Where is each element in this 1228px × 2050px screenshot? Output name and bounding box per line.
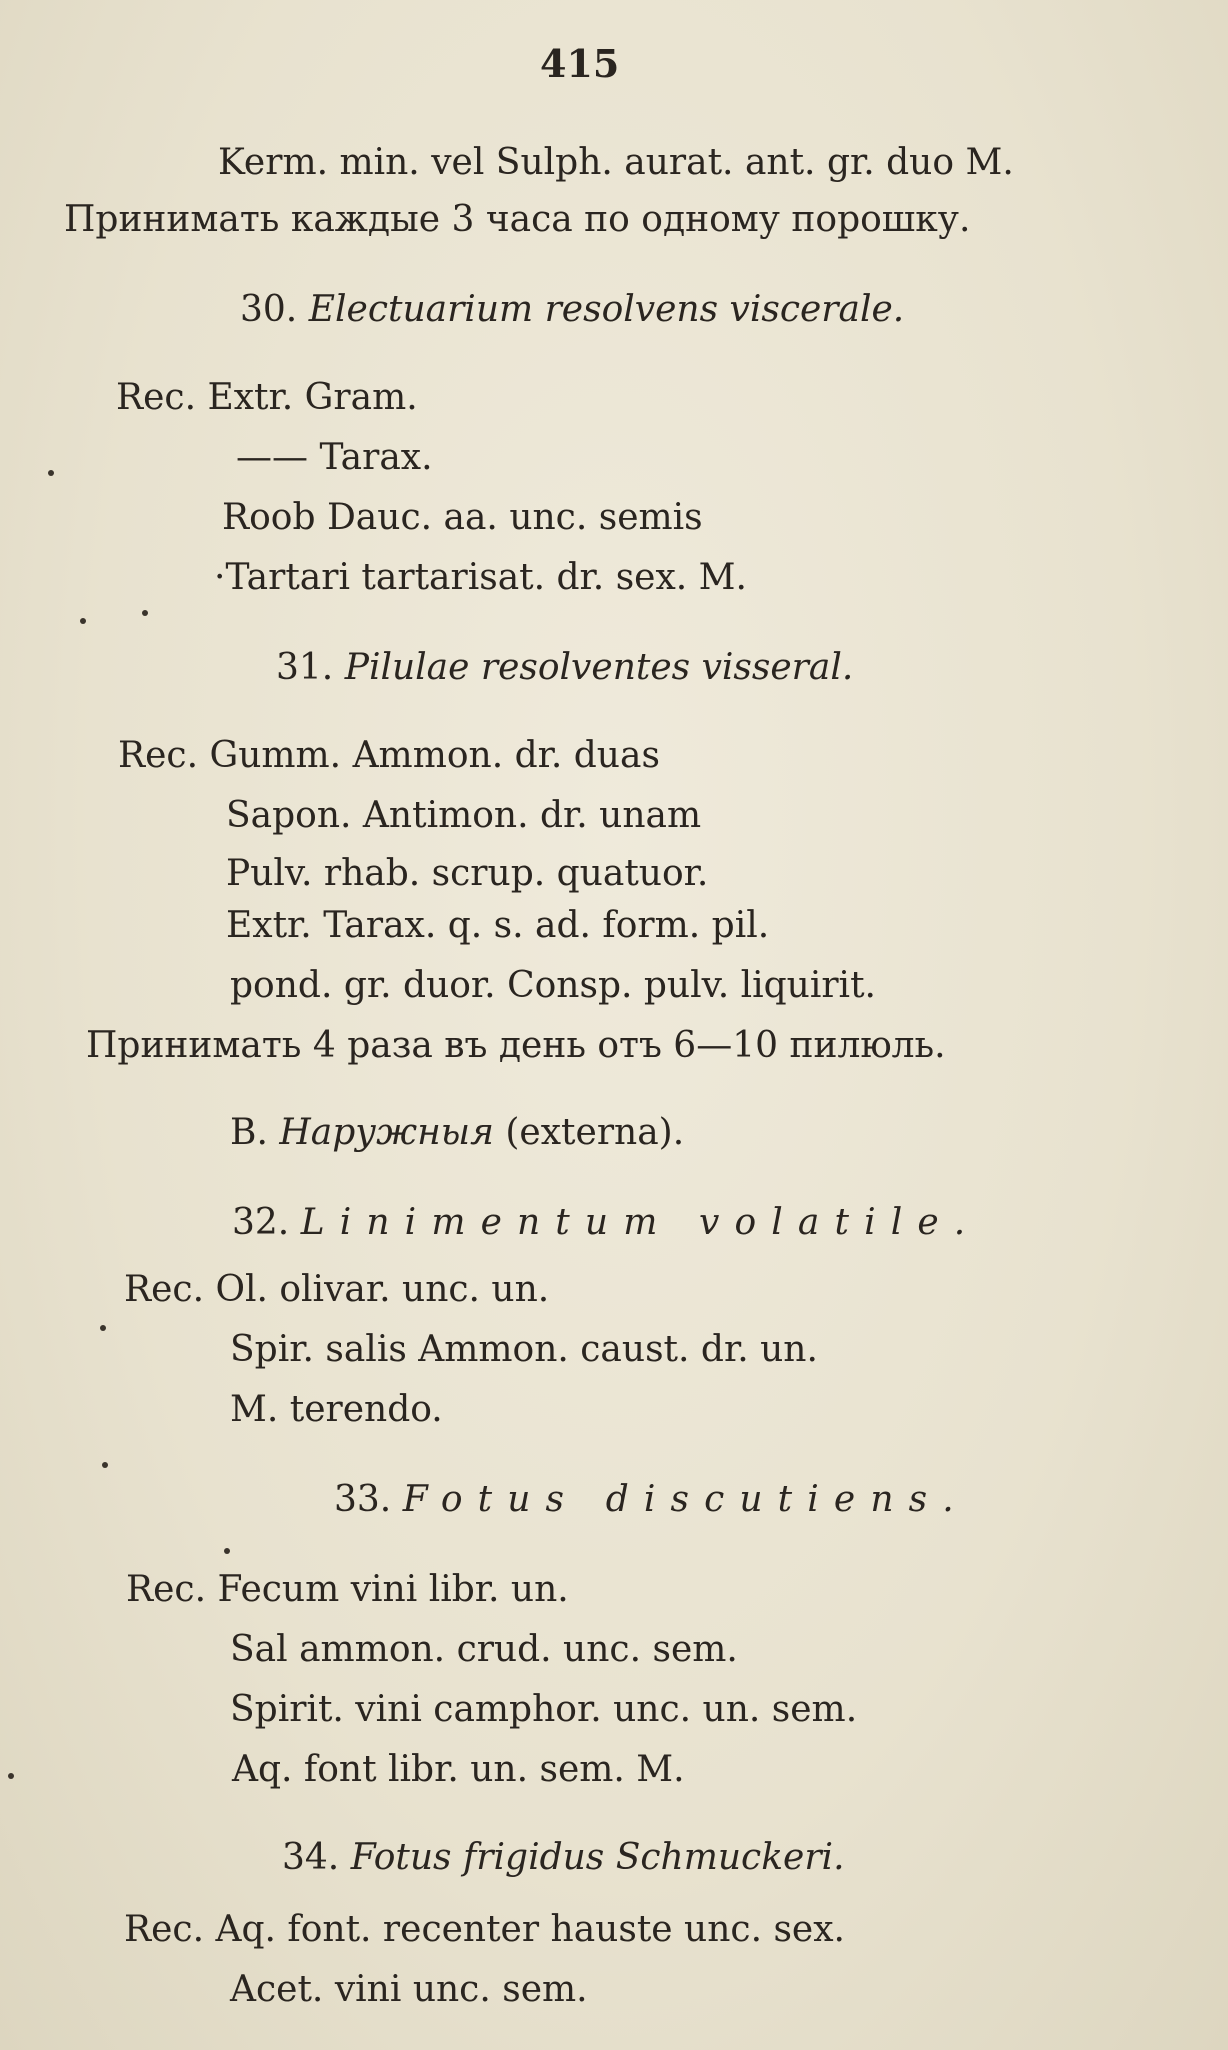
text-line: Sal ammon. crud. unc. sem.: [230, 1629, 738, 1670]
recipe-title: Linimentum volatile.: [300, 1202, 981, 1243]
section-label: B.: [230, 1112, 268, 1153]
text-line: Принимать 4 раза въ день отъ 6—10 пилюль.: [86, 1025, 946, 1066]
text-line: Pulv. rhab. scrup. quatuor.: [226, 853, 709, 894]
recipe-heading-34: [282, 1837, 845, 1878]
text-line: Rec. Extr. Gram.: [116, 377, 418, 418]
text-line: Extr. Tarax. q. s. ad. form. pil.: [226, 905, 770, 946]
paper-speck: [100, 1325, 106, 1331]
paper-speck: [102, 1462, 108, 1468]
text-line: Acet. vini unc. sem.: [230, 1969, 588, 2010]
text-line: Spirit. vini camphor. unc. un. sem.: [230, 1689, 858, 1730]
text-line: Spir. salis Ammon. caust. dr. un.: [230, 1329, 818, 1370]
recipe-number: 32.: [232, 1202, 290, 1243]
paper-speck: [142, 610, 148, 616]
text-line: Rec. Aq. font. recenter hauste unc. sex.: [124, 1909, 845, 1950]
paper-speck: [80, 618, 86, 624]
text-line: Aq. font libr. un. sem. M.: [232, 1749, 685, 1790]
paper-speck: [8, 1773, 14, 1779]
text-line: Принимать каждые 3 часа по одному порошку.: [64, 199, 971, 240]
text-line: ·Tartari tartarisat. dr. sex. M.: [214, 557, 747, 598]
text-line: Sapon. Antimon. dr. unam: [226, 795, 702, 836]
recipe-heading-33: [334, 1479, 969, 1520]
text-line: Kerm. min. vel Sulph. aurat. ant. gr. duo M.: [218, 142, 1014, 183]
paper-speck: [48, 470, 54, 476]
section-b-heading: [230, 1112, 685, 1153]
recipe-heading-30: [240, 289, 905, 330]
text-line: Roob Dauc. aa. unc. semis: [222, 497, 703, 538]
section-title-ru: Наружныя: [279, 1112, 494, 1153]
recipe-number: 33.: [334, 1479, 392, 1520]
section-title-la: (externa).: [505, 1112, 685, 1153]
recipe-number: 30.: [240, 289, 298, 330]
paper-speck: [224, 1548, 230, 1554]
page-number: 415: [540, 41, 620, 86]
text-line: —— Tarax.: [236, 437, 433, 478]
recipe-heading-31: [276, 647, 854, 688]
recipe-heading-32: [232, 1202, 981, 1243]
recipe-title: Fotus discutiens.: [402, 1479, 969, 1520]
recipe-number: 31.: [276, 647, 334, 688]
text-line: M. terendo.: [230, 1389, 443, 1430]
text-line: Rec. Ol. olivar. unc. un.: [124, 1269, 550, 1310]
text-line: Rec. Gumm. Ammon. dr. duas: [118, 735, 660, 776]
recipe-title: Pilulae resolventes visseral.: [344, 647, 854, 688]
recipe-title: Electuarium resolvens viscerale.: [308, 289, 905, 330]
recipe-title: Fotus frigidus Schmuckeri.: [350, 1837, 845, 1878]
text-line: pond. gr. duor. Consp. pulv. liquirit.: [230, 965, 876, 1006]
text-line: Rec. Fecum vini libr. un.: [126, 1569, 569, 1610]
recipe-number: 34.: [282, 1837, 340, 1878]
